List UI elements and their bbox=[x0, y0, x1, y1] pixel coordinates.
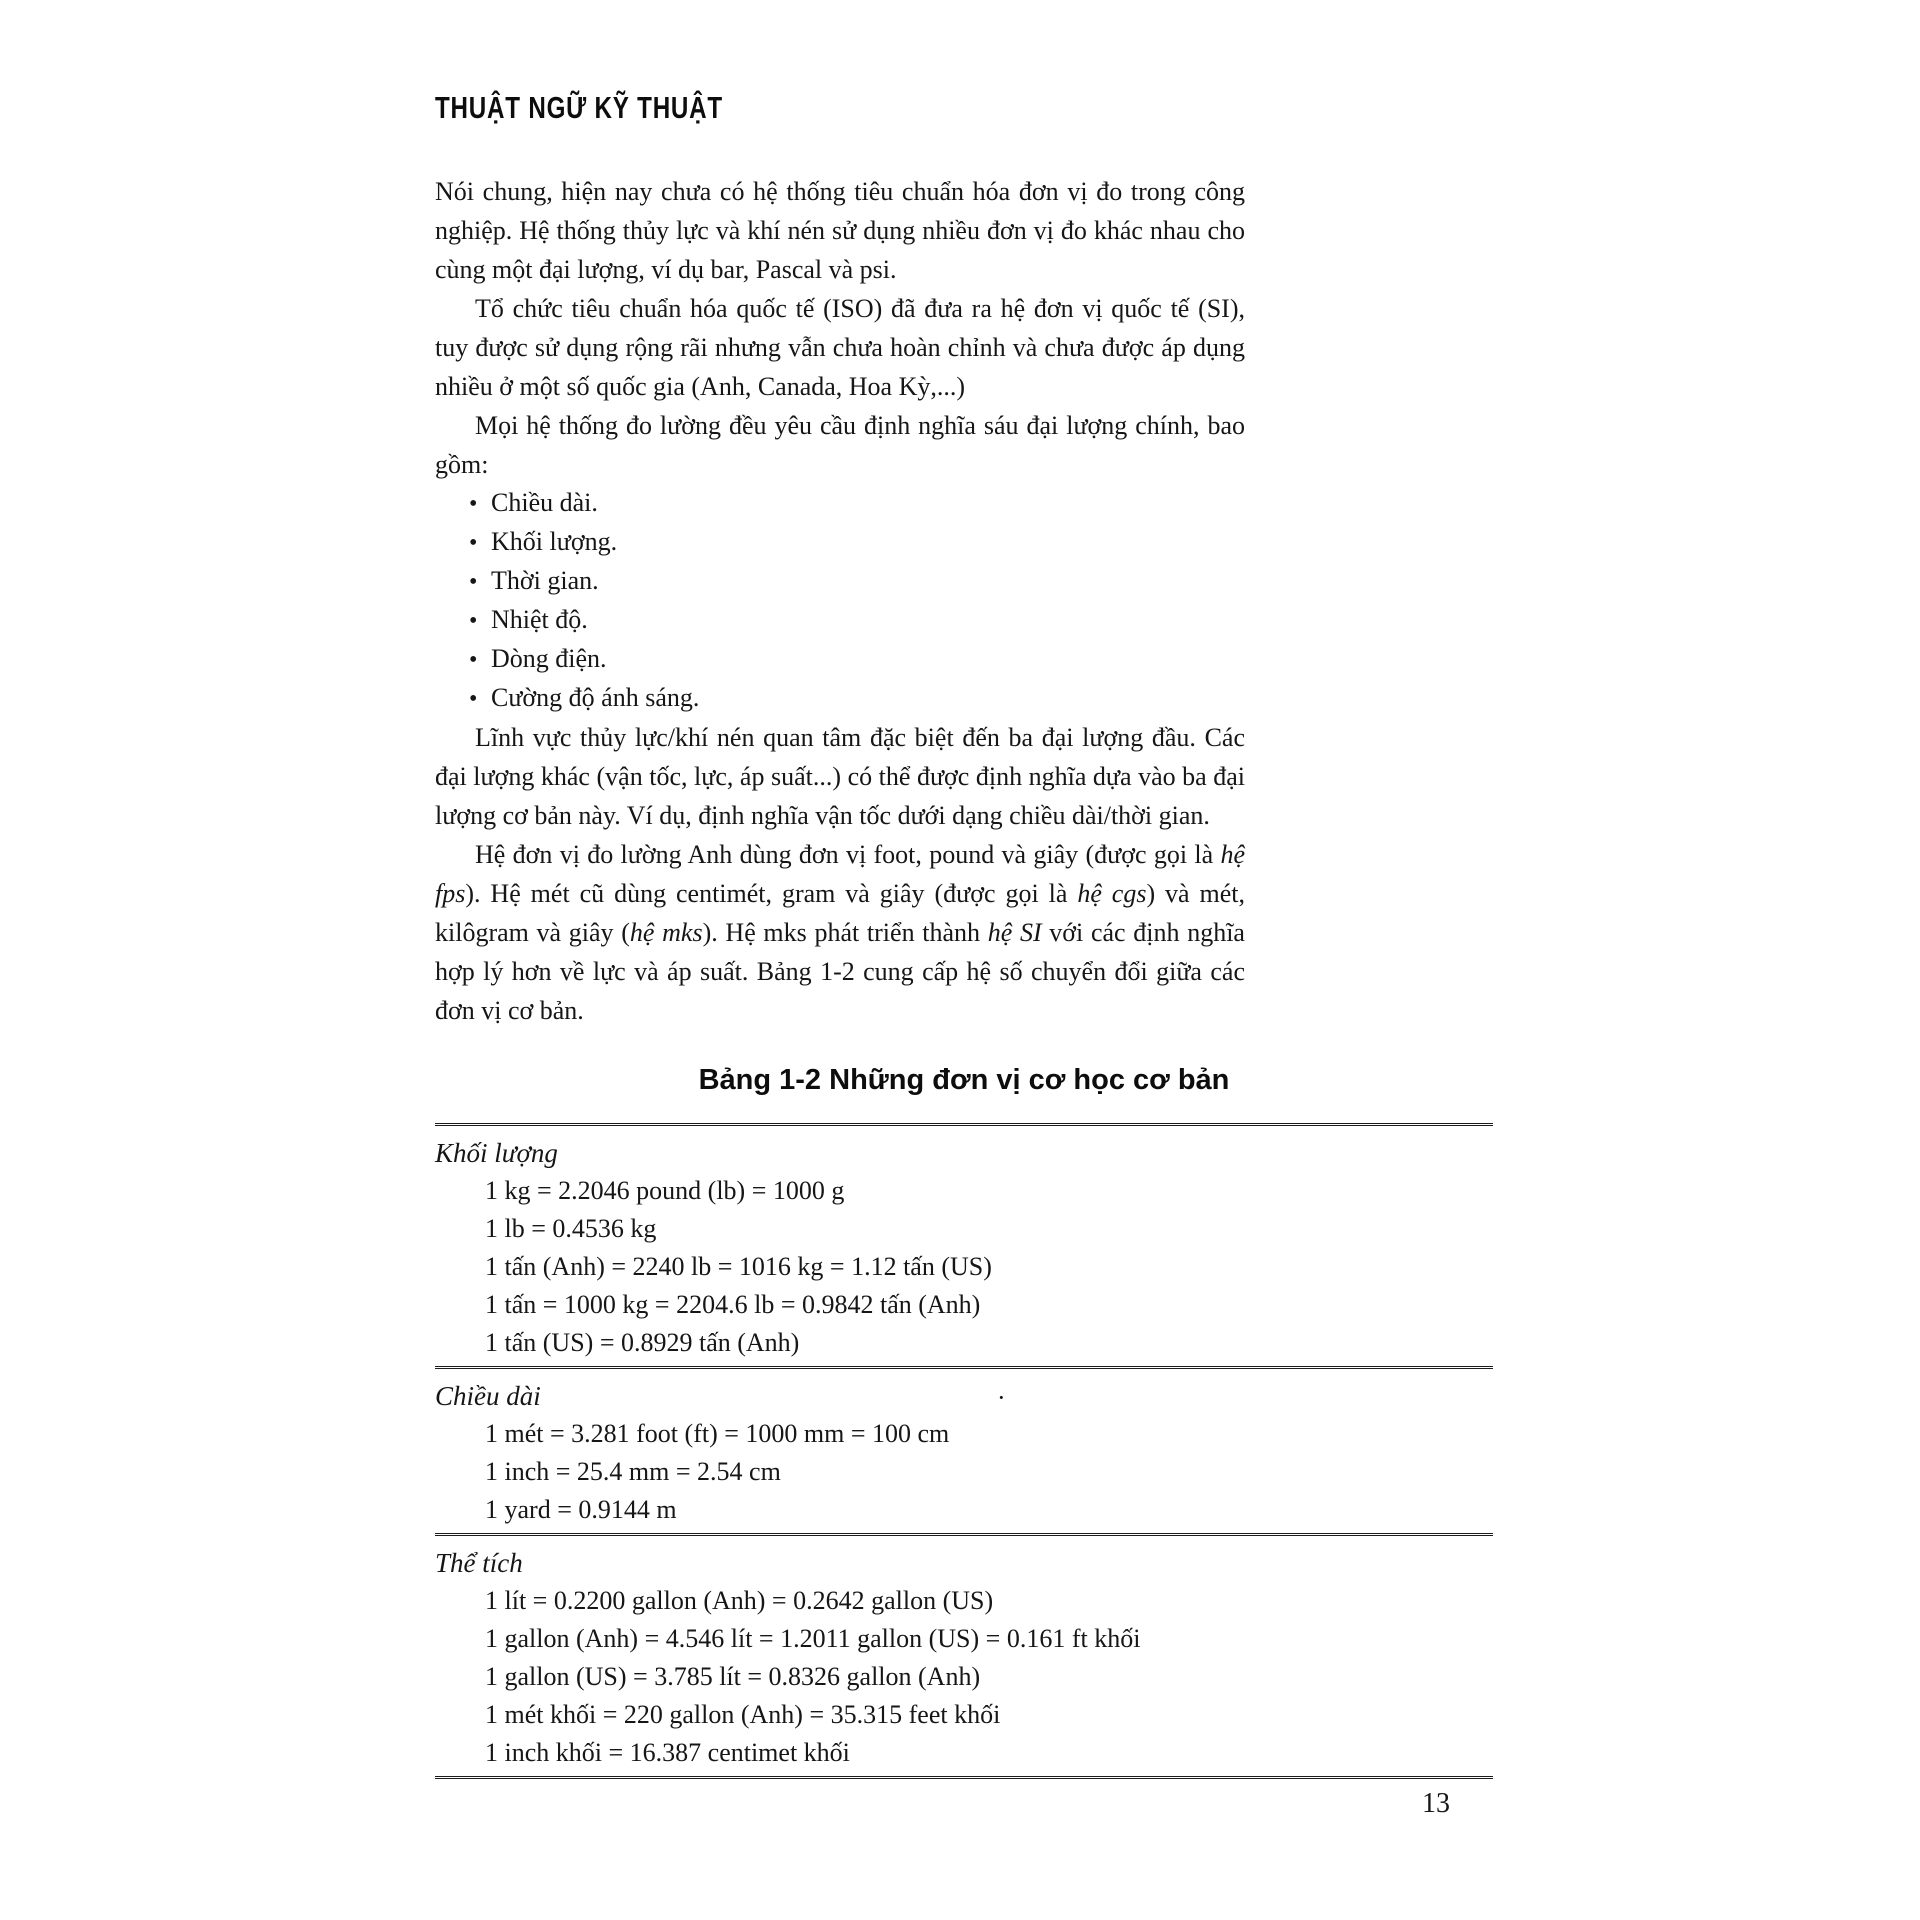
bullet-dot-icon: • bbox=[469, 647, 478, 673]
italic-term: hệ mks bbox=[629, 918, 703, 947]
table-section-header: Chiều dài · bbox=[435, 1377, 1493, 1415]
running-head-text: THUẬT NGỮ KỸ THUẬT bbox=[435, 90, 723, 125]
table-section bbox=[435, 1540, 1493, 1774]
bullet-dot-icon: • bbox=[469, 569, 478, 595]
conversion-table bbox=[435, 1123, 1493, 1779]
table-row: 1 tấn (Anh) = 2240 lb = 1016 kg = 1.12 tấn (US) bbox=[485, 1252, 992, 1281]
paragraph-text: ) và mét, kilôgram và giây ( bbox=[435, 879, 1246, 947]
table-rule bbox=[435, 1123, 1493, 1126]
paragraph-text: Hệ đơn vị đo lường Anh dùng đơn vị foot, pound và giây (được gọi là bbox=[475, 840, 1221, 869]
table-title: Bảng 1-2 Những đơn vị cơ học cơ bản bbox=[698, 1064, 1230, 1096]
table-row: 1 lít = 0.2200 gallon (Anh) = 0.2642 gallon (US) bbox=[485, 1586, 994, 1615]
bullet-dot-icon: • bbox=[469, 491, 478, 517]
table-rule bbox=[435, 1533, 1493, 1536]
table-rule bbox=[435, 1366, 1493, 1369]
paragraph-text: Mọi hệ thống đo lường đều yêu cầu định nghĩa sáu đại lượng chính, bao gồm: bbox=[435, 411, 1245, 479]
paragraph-text: ). Hệ mét cũ dùng centimét, gram và giây (được gọi là bbox=[465, 879, 1078, 908]
paragraph bbox=[435, 172, 1245, 289]
paragraph bbox=[435, 406, 1245, 484]
bullet-item bbox=[435, 601, 1245, 640]
paragraph bbox=[435, 289, 1245, 406]
table-row: 1 inch khối = 16.387 centimet khối bbox=[485, 1738, 850, 1767]
bullet-text: Thời gian. bbox=[491, 566, 599, 595]
bullet-dot-icon: • bbox=[469, 686, 478, 712]
bullet-item bbox=[435, 562, 1245, 601]
table-row: 1 yard = 0.9144 m bbox=[485, 1495, 677, 1524]
bullet-item bbox=[435, 640, 1245, 679]
bullet-item bbox=[435, 484, 1245, 523]
bullet-text: Cường độ ánh sáng. bbox=[491, 683, 700, 712]
paragraph-text: Tổ chức tiêu chuẩn hóa quốc tế (ISO) đã đưa ra hệ đơn vị quốc tế (SI), tuy được sử dụng rộng rãi nhưng vẫn chưa hoàn chỉnh và chưa được áp dụng nhiều ở một số quốc gia (Anh, Canada, Hoa Kỳ,...) bbox=[435, 294, 1245, 401]
table-row: 1 mét = 3.281 foot (ft) = 1000 mm = 100 cm bbox=[485, 1419, 950, 1448]
table-section-header: Khối lượng bbox=[435, 1138, 558, 1168]
italic-term: hệ cgs bbox=[1077, 879, 1147, 908]
table-row: 1 kg = 2.2046 pound (lb) = 1000 g bbox=[485, 1176, 845, 1205]
paragraph-text: ). Hệ mks phát triển thành bbox=[702, 918, 988, 947]
bullet-item bbox=[435, 523, 1245, 562]
table-row: 1 inch = 25.4 mm = 2.54 cm bbox=[485, 1457, 781, 1486]
bullet-item bbox=[435, 679, 1245, 718]
bullet-text: Nhiệt độ. bbox=[491, 605, 588, 634]
page-number: 13 bbox=[1422, 1788, 1450, 1819]
bullet-text: Dòng điện. bbox=[491, 644, 607, 673]
table-row: 1 tấn (US) = 0.8929 tấn (Anh) bbox=[485, 1328, 800, 1357]
book-page bbox=[435, 90, 1493, 1783]
paragraph-text: Nói chung, hiện nay chưa có hệ thống tiêu chuẩn hóa đơn vị đo trong công nghiệp. Hệ thống thủy lực và khí nén sử dụng nhiều đơn vị đo khác nhau cho cùng một đại lượng, ví dụ bar, Pascal và psi. bbox=[435, 177, 1245, 284]
table-section bbox=[435, 1373, 1493, 1531]
table-row: 1 mét khối = 220 gallon (Anh) = 35.315 feet khối bbox=[485, 1700, 1001, 1729]
paragraph bbox=[435, 835, 1245, 1030]
bullet-dot-icon: • bbox=[469, 530, 478, 556]
paragraph bbox=[435, 718, 1245, 835]
table-row: 1 tấn = 1000 kg = 2204.6 lb = 0.9842 tấn (Anh) bbox=[485, 1290, 981, 1319]
bullet-text: Khối lượng. bbox=[491, 527, 618, 556]
running-head bbox=[435, 90, 1493, 130]
table-section-header: Thể tích bbox=[435, 1548, 523, 1578]
scan-artifact-dot: · bbox=[997, 1383, 1006, 1412]
bullet-dot-icon: • bbox=[469, 608, 478, 634]
body-text bbox=[435, 172, 1245, 1030]
table-row: 1 gallon (Anh) = 4.546 lít = 1.2011 gallon (US) = 0.161 ft khối bbox=[485, 1624, 1141, 1653]
table-section bbox=[435, 1130, 1493, 1364]
table-rule bbox=[435, 1776, 1493, 1779]
italic-term: hệ fps bbox=[435, 840, 1245, 908]
paragraph-text: Lĩnh vực thủy lực/khí nén quan tâm đặc biệt đến ba đại lượng đầu. Các đại lượng khác (vận tốc, lực, áp suất...) có thể được định nghĩa dựa vào ba đại lượng cơ bản này. Ví dụ, định nghĩa vận tốc dưới dạng chiều dài/thời gian. bbox=[435, 723, 1245, 830]
table-row: 1 lb = 0.4536 kg bbox=[485, 1214, 657, 1243]
italic-term: hệ SI bbox=[987, 918, 1042, 947]
bullet-text: Chiều dài. bbox=[491, 488, 598, 517]
paragraph-text: với các định nghĩa hợp lý hơn về lực và áp suất. Bảng 1-2 cung cấp hệ số chuyển đổi giữa các đơn vị cơ bản. bbox=[435, 918, 1245, 1025]
table-row: 1 gallon (US) = 3.785 lít = 0.8326 gallon (Anh) bbox=[485, 1662, 981, 1691]
